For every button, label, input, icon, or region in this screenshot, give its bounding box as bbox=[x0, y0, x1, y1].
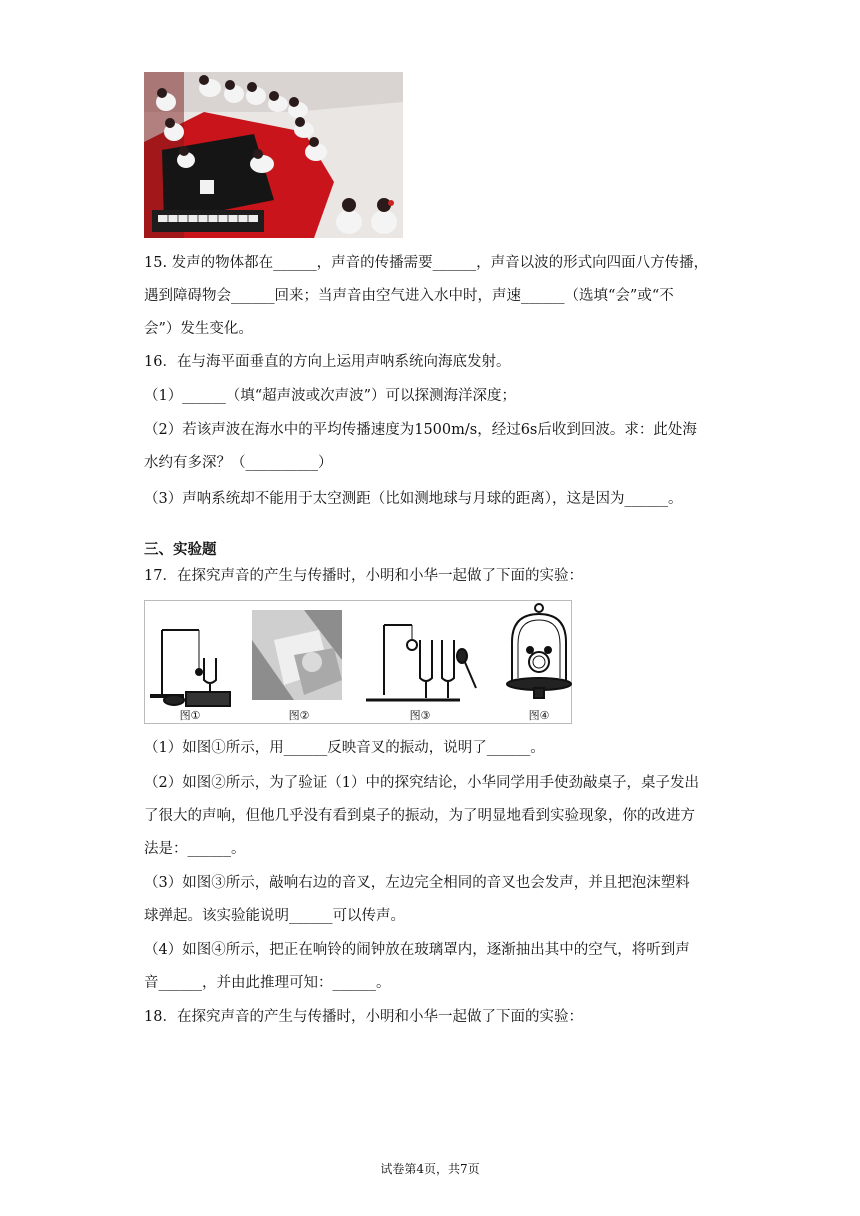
figure-label-4: 图④ bbox=[528, 709, 550, 722]
question-17-part-2-line-1: （2）如图②所示，为了验证（1）中的探究结论，小华同学用手使劲敲桌子，桌子发出 bbox=[144, 775, 699, 791]
figure-1-drawing bbox=[150, 630, 230, 706]
question-18-stem: 18．在探究声音的产生与传播时，小明和小华一起做了下面的实验： bbox=[144, 1009, 583, 1025]
figure-label-1: 图① bbox=[179, 709, 201, 722]
figure-3-drawing bbox=[366, 625, 476, 700]
question-17-part-3-line-2: 球弹起。该实验能说明______可以传声。 bbox=[144, 908, 405, 924]
question-17-part-2-line-2: 了很大的声响，但他几乎没有看到桌子的振动，为了明显地看到实验现象，你的改进方 bbox=[144, 808, 695, 824]
question-17-part-4-line-1: （4）如图④所示，把正在响铃的闹钟放在玻璃罩内，逐渐抽出其中的空气，将听到声 bbox=[144, 942, 690, 958]
question-17-stem: 17．在探究声音的产生与传播时，小明和小华一起做了下面的实验： bbox=[144, 568, 583, 584]
question-17-part-1: （1）如图①所示，用______反映音叉的振动，说明了______。 bbox=[144, 740, 545, 756]
question-17-part-2-line-3: 法是：______。 bbox=[144, 841, 246, 857]
question-15-line-2: 遇到障碍物会______回来；当声音由空气进入水中时，声速______（选填“会”或“不 bbox=[144, 288, 674, 304]
question-15-line-3: 会”）发生变化。 bbox=[144, 321, 253, 337]
question-16-part-3: （3）声呐系统却不能用于太空测距（比如测地球与月球的距离），这是因为______。 bbox=[144, 491, 683, 507]
page-footer: 试卷第4页，共7页 bbox=[380, 1162, 480, 1176]
section-title-experiments: 三、实验题 bbox=[144, 542, 217, 558]
question-16-part-1: （1）______（填“超声波或次声波”）可以探测海洋深度； bbox=[144, 388, 517, 404]
question-16-part-2-line-2: 水约有多深？（__________） bbox=[144, 455, 333, 471]
figure-4-drawing bbox=[507, 604, 571, 698]
figure-label-3: 图③ bbox=[409, 709, 431, 722]
question-17-part-4-line-2: 音______，并由此推理可知：______。 bbox=[144, 975, 391, 991]
question-16-part-2-line-1: （2）若该声波在海水中的平均传播速度为1500m/s，经过6s后收到回波。求：此处海 bbox=[144, 422, 697, 438]
question-17-part-3-line-1: （3）如图③所示，敲响右边的音叉，左边完全相同的音叉也会发声，并且把泡沫塑料 bbox=[144, 875, 690, 891]
figure-2-drawing bbox=[252, 610, 342, 700]
experiment-figures bbox=[144, 600, 572, 724]
choir-piano-photo bbox=[144, 72, 403, 238]
question-16-stem: 16．在与海平面垂直的方向上运用声呐系统向海底发射。 bbox=[144, 354, 511, 370]
figure-label-2: 图② bbox=[288, 709, 310, 722]
question-15-line-1: 15. 发声的物体都在______，声音的传播需要______，声音以波的形式向四面八方传播， bbox=[144, 255, 709, 271]
